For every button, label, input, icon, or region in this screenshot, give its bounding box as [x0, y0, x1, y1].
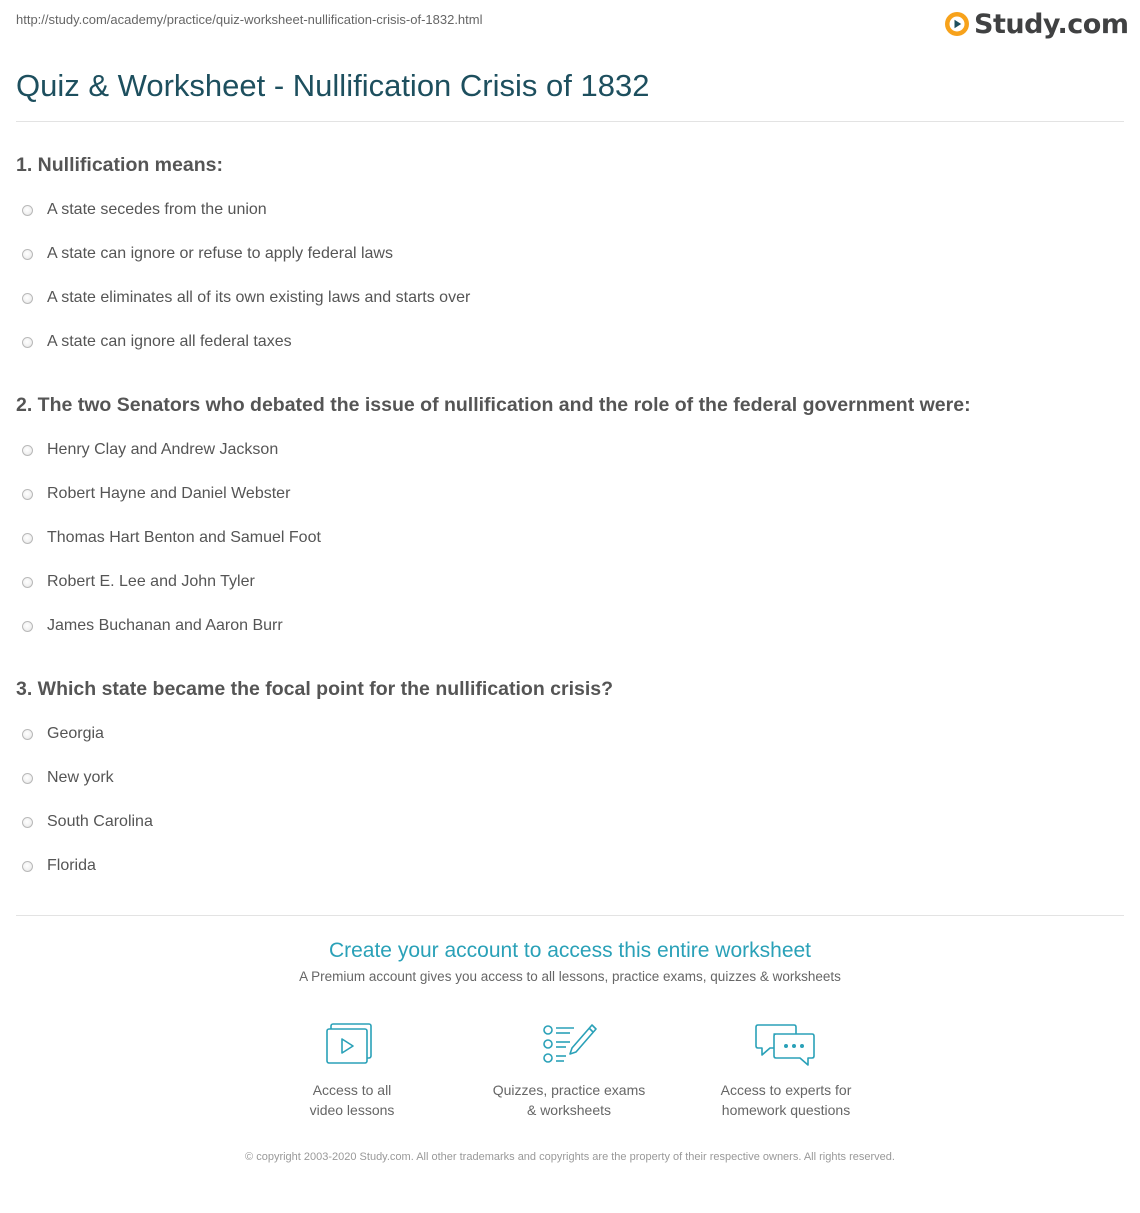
cta-divider	[16, 915, 1124, 916]
q3-option-1[interactable]	[22, 722, 104, 746]
radio-button[interactable]	[22, 729, 33, 740]
chat-bubbles-icon	[754, 1022, 818, 1068]
q2-option-1[interactable]	[22, 438, 278, 462]
radio-button[interactable]	[22, 293, 33, 304]
radio-button[interactable]	[22, 205, 33, 216]
study-com-logo[interactable]	[944, 6, 1128, 42]
question-2-text: 2. The two Senators who debated the issue of nullification and the role of the federal government were:	[16, 394, 971, 416]
q1-option-1[interactable]	[22, 198, 267, 222]
copyright-notice: © copyright 2003-2020 Study.com. All other trademarks and copyrights are the property of their respective owners. All rights reserved.	[245, 1151, 895, 1163]
feature-experts	[691, 1022, 881, 1120]
radio-button[interactable]	[22, 533, 33, 544]
radio-button[interactable]	[22, 489, 33, 500]
option-label: A state can ignore or refuse to apply federal laws	[47, 245, 393, 262]
option-label: Thomas Hart Benton and Samuel Foot	[47, 529, 321, 546]
option-label: New york	[47, 769, 114, 786]
radio-button[interactable]	[22, 773, 33, 784]
feature-line-2: & worksheets	[526, 1102, 612, 1118]
feature-line-2: video lessons	[309, 1102, 395, 1118]
title-divider	[16, 121, 1124, 122]
option-label: Robert E. Lee and John Tyler	[47, 573, 255, 590]
question-1-text: 1. Nullification means:	[16, 154, 223, 176]
radio-button[interactable]	[22, 337, 33, 348]
page-url: http://study.com/academy/practice/quiz-worksheet-nullification-crisis-of-1832.html	[16, 12, 483, 27]
feature-quizzes	[474, 1022, 664, 1120]
q2-option-5[interactable]	[22, 614, 283, 638]
radio-button[interactable]	[22, 445, 33, 456]
radio-button[interactable]	[22, 861, 33, 872]
q3-option-3[interactable]	[22, 810, 153, 834]
q3-option-2[interactable]	[22, 766, 114, 790]
radio-button[interactable]	[22, 817, 33, 828]
quiz-checklist-icon	[540, 1022, 598, 1068]
q1-option-3[interactable]	[22, 286, 470, 310]
option-label: A state can ignore all federal taxes	[47, 333, 292, 350]
feature-line-1: Quizzes, practice exams	[492, 1082, 646, 1098]
option-label: Henry Clay and Andrew Jackson	[47, 441, 279, 458]
play-circle-logo-icon	[944, 11, 970, 37]
q2-option-3[interactable]	[22, 526, 321, 550]
feature-line-2: homework questions	[721, 1102, 851, 1118]
feature-line-1: Access to experts for	[720, 1082, 852, 1098]
option-label: A state eliminates all of its own existing laws and starts over	[47, 289, 471, 306]
feature-line-1: Access to all	[312, 1082, 392, 1098]
option-label: Florida	[47, 857, 96, 874]
option-label: James Buchanan and Aaron Burr	[47, 617, 283, 634]
page-header	[0, 0, 1140, 52]
radio-button[interactable]	[22, 577, 33, 588]
option-label: A state secedes from the union	[47, 201, 267, 218]
radio-button[interactable]	[22, 249, 33, 260]
create-account-link[interactable]: Create your account to access this entire worksheet	[328, 939, 812, 962]
logo-wordmark: Study.com	[974, 8, 1129, 40]
feature-video-lessons	[257, 1022, 447, 1120]
page-title: Quiz & Worksheet - Nullification Crisis of 1832	[16, 68, 650, 103]
q3-option-4[interactable]	[22, 854, 96, 878]
radio-button[interactable]	[22, 621, 33, 632]
video-lesson-icon	[324, 1022, 380, 1068]
premium-description: A Premium account gives you access to all lessons, practice exams, quizzes & worksheets	[299, 969, 841, 984]
option-label: Robert Hayne and Daniel Webster	[47, 485, 291, 502]
q2-option-4[interactable]	[22, 570, 255, 594]
q1-option-2[interactable]	[22, 242, 393, 266]
option-label: Georgia	[47, 725, 104, 742]
q1-option-4[interactable]	[22, 330, 292, 354]
q2-option-2[interactable]	[22, 482, 290, 506]
question-3-text: 3. Which state became the focal point for the nullification crisis?	[16, 678, 614, 700]
option-label: South Carolina	[47, 813, 153, 830]
